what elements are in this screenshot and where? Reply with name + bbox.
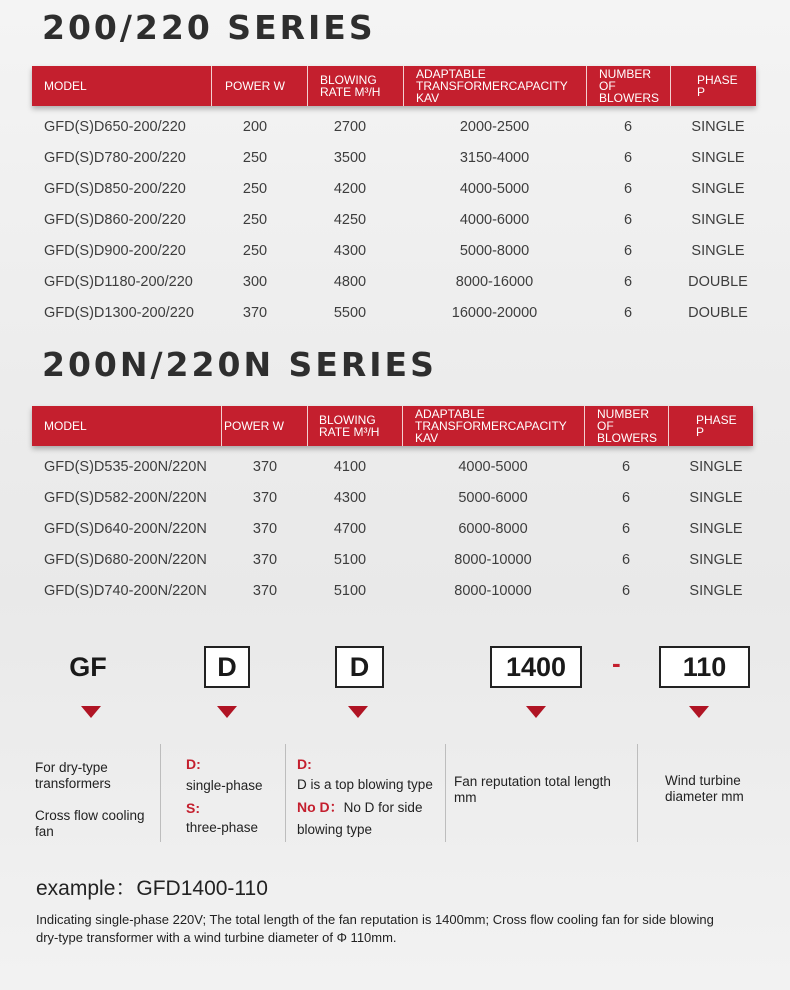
table-row: GFD(S)D780-200/220 250 3500 3150-4000 6 SINGLE [44, 150, 745, 166]
table-row: GFD(S)D640-200N/220N 370 4700 6000-8000 6 SINGLE [44, 521, 743, 537]
table-row: GFD(S)D850-200/220 250 4200 4000-5000 6 SINGLE [44, 181, 745, 197]
table-row: GFD(S)D650-200/220 200 2700 2000-2500 6 SINGLE [44, 119, 745, 135]
code-dash: - [612, 648, 621, 678]
table-row: GFD(S)D680-200N/220N 370 5100 8000-10000 6 SINGLE [44, 552, 743, 568]
example-code: GFD1400-110 [136, 877, 268, 900]
series-2-title: 200N/220N SERIES [42, 345, 437, 384]
header-model: MODEL [44, 79, 87, 93]
arrow-down-icon [81, 706, 101, 718]
code-length-box: 1400 [490, 646, 582, 688]
header-blowing-rate: BLOWING RATE M³/H [307, 406, 415, 446]
legend-diameter-text: Wind turbine diameter mm [665, 773, 744, 804]
header-power: POWER W [221, 406, 310, 446]
example-description: Indicating single-phase 220V; The total length of the fan reputation is 1400mm; Cross flow cooling fan for side blowing dry-type transformer with a wind turbine diameter of Φ 110mm. [36, 912, 714, 945]
table-row: GFD(S)D1300-200/220 370 5500 16000-20000 6 DOUBLE [44, 305, 748, 321]
code-blowing-box: D [335, 646, 384, 688]
header-capacity: ADAPTABLE TRANSFORMERCAPACITY KAV [402, 406, 597, 446]
header-blowers: NUMBER OF BLOWERS [586, 66, 683, 106]
table-row: GFD(S)D1180-200/220 300 4800 8000-16000 6 DOUBLE [44, 274, 748, 290]
spec-table-200n-220n [32, 406, 753, 607]
series-1-title: 200/220 SERIES [42, 8, 376, 47]
header-blowing-rate: BLOWING RATE M³/H [307, 66, 416, 106]
spec-table-200-220 [32, 66, 756, 329]
divider [160, 744, 161, 842]
code-diameter-box: 110 [659, 646, 750, 688]
header-capacity: ADAPTABLE TRANSFORMERCAPACITY KAV [403, 66, 599, 106]
legend-phase-text: D: single-phase S: three-phase [186, 756, 263, 835]
table-header [32, 406, 753, 446]
legend-gf-text: For dry-type transformers Cross flow cooling fan [35, 760, 145, 839]
header-phase: PHASE P [668, 406, 766, 446]
table-row: GFD(S)D860-200/220 250 4250 4000-6000 6 SINGLE [44, 212, 745, 228]
legend-blowing-text: D: D is a top blowing type No D：No D for side blowing type [297, 756, 433, 837]
divider [637, 744, 638, 842]
arrow-down-icon [348, 706, 368, 718]
table-row: GFD(S)D535-200N/220N 370 4100 4000-5000 6 SINGLE [44, 459, 743, 475]
arrow-down-icon [689, 706, 709, 718]
arrow-down-icon [526, 706, 546, 718]
example-label: example： [36, 877, 137, 900]
header-phase: PHASE P [670, 66, 767, 106]
example-line [36, 872, 268, 902]
header-blowers: NUMBER OF BLOWERS [584, 406, 681, 446]
header-power: POWER W [211, 66, 321, 106]
table-row: GFD(S)D740-200N/220N 370 5100 8000-10000 6 SINGLE [44, 583, 743, 599]
table-row: GFD(S)D582-200N/220N 370 4300 5000-6000 6 SINGLE [44, 490, 743, 506]
table-row: GFD(S)D900-200/220 250 4300 5000-8000 6 SINGLE [44, 243, 745, 259]
arrow-down-icon [217, 706, 237, 718]
table-header [32, 66, 756, 106]
code-gf: GF [69, 651, 107, 682]
header-model: MODEL [44, 419, 87, 433]
legend-length-text: Fan reputation total length mm [454, 774, 611, 805]
code-phase-box: D [204, 646, 250, 688]
